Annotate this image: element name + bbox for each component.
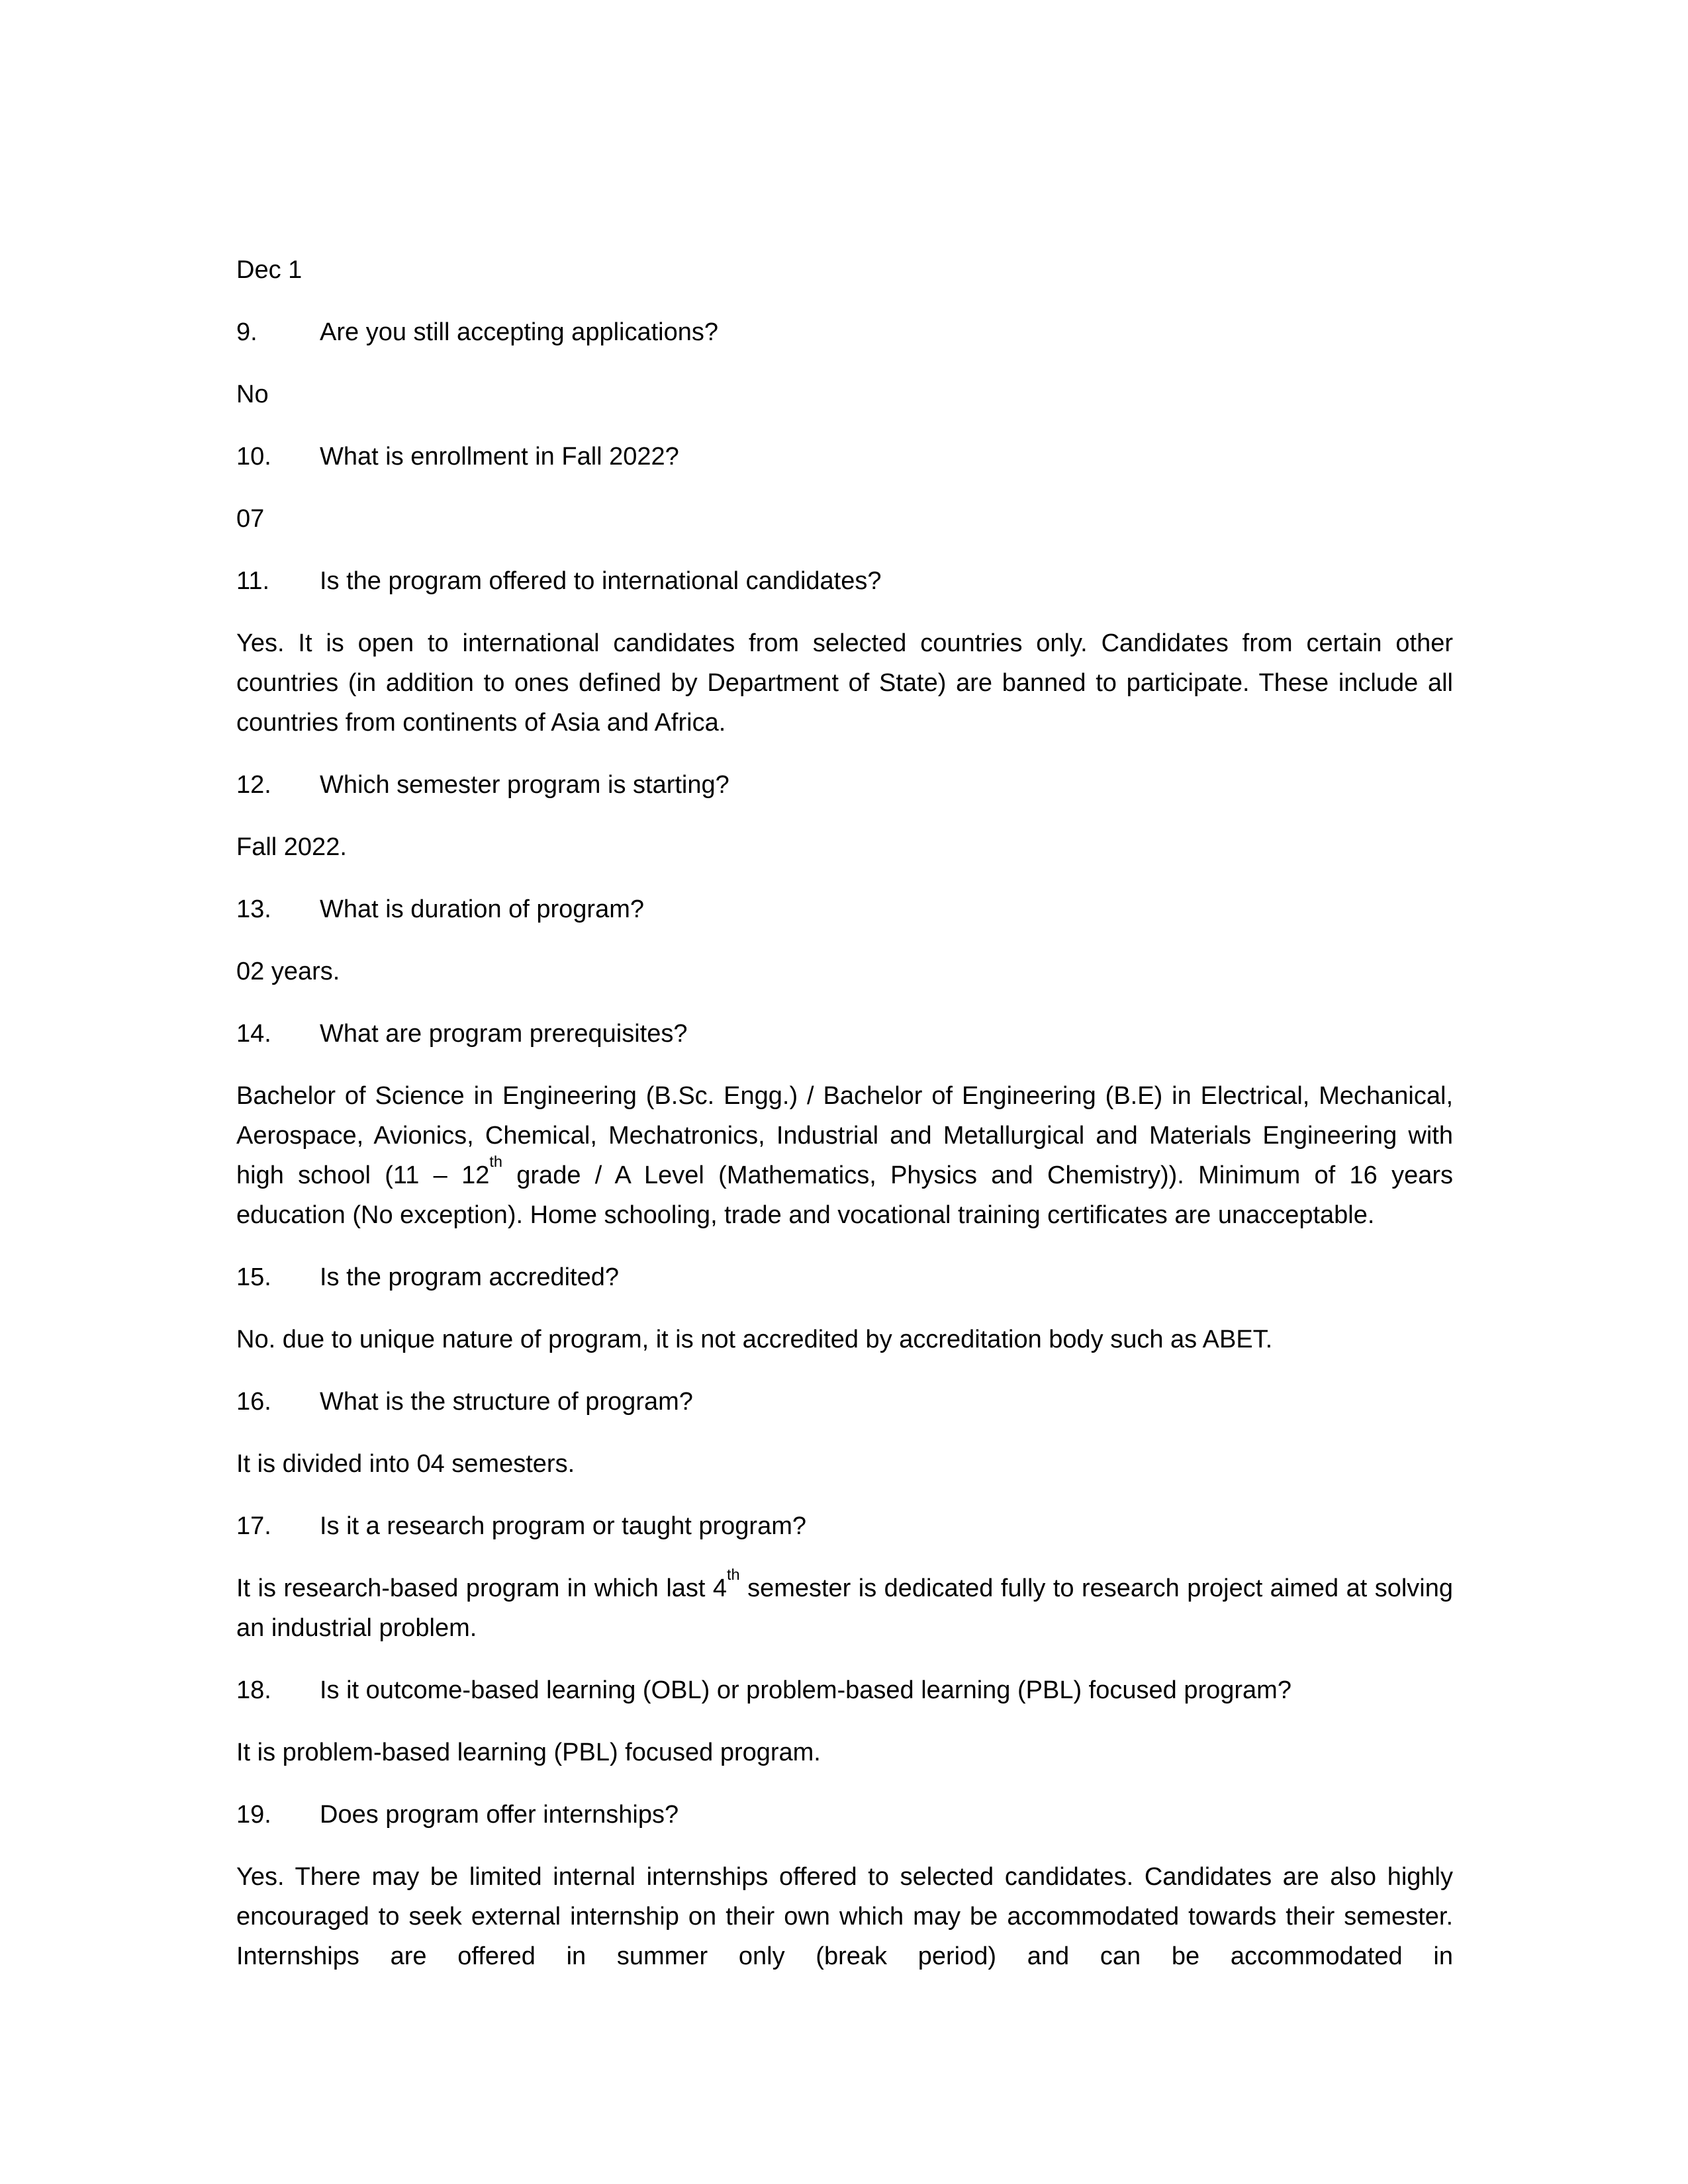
answer-paragraph [236,1565,1453,1648]
question-item [236,1382,1453,1422]
answer-paragraph [236,952,1453,991]
superscript-text: th [727,1565,740,1583]
text-segment: semester is dedicated fully to research project aimed at solving an industrial problem. [236,1574,1453,1642]
answer-paragraph [236,623,1453,743]
text-segment: Is the program accredited? [320,1263,620,1291]
question-text [320,1795,1453,1835]
text-segment: Is it a research program or taught program? [320,1512,807,1540]
answer-paragraph [236,1320,1453,1359]
text-segment: Is it outcome-based learning (OBL) or problem-based learning (PBL) focused program? [320,1676,1291,1704]
question-item [236,765,1453,805]
text-segment: What is the structure of program? [320,1388,693,1416]
question-number: 14. [236,1020,271,1048]
text-segment: No [236,381,269,408]
text-segment: What is enrollment in Fall 2022? [320,443,679,471]
text-segment: Yes. It is open to international candidates from selected countries only. Candidates from certain other countries (in addition to ones defined by Department of State) are banned to participate. These include all countries from continents of Asia and Africa. [236,629,1453,737]
text-segment: No. due to unique nature of program, it is not accredited by accreditation body such as ABET. [236,1326,1273,1353]
text-segment: Fall 2022. [236,833,347,861]
question-text [320,765,1453,805]
question-number: 18. [236,1676,271,1704]
answer-paragraph [236,1857,1453,1976]
text-segment: Bachelor of Science in Engineering (B.Sc. Engg.) / Bachelor of Engineering (B.E) in Electrical, Mechanical, Aerospace, Avionics, Chemical, Mechatronics, Industrial and Metallurgical and Materials Engineering with high school (11 – 12 [236,1082,1453,1189]
question-item [236,1506,1453,1546]
text-segment: 07 [236,505,265,533]
question-text [320,1014,1453,1054]
question-text [320,1257,1453,1297]
question-item [236,1670,1453,1710]
text-segment: Yes. There may be limited internal internships offered to selected candidates. Candidates are also highly encouraged to seek external internship on their own which may be accommodated towards their semester. Internships are offered in summer only (break period) and can be accommodated in [236,1863,1453,1970]
question-number: 19. [236,1801,271,1829]
question-number: 11. [236,567,270,595]
answer-paragraph [236,1444,1453,1484]
text-segment: grade / A Level (Mathematics, Physics and Chemistry)). Minimum of 16 years education (No exception). Home schooling, trade and vocational training certificates are unacceptable. [236,1161,1453,1229]
question-text [320,889,1453,929]
question-text [320,1382,1453,1422]
answer-paragraph [236,1076,1453,1235]
question-item [236,312,1453,352]
answer-paragraph [236,1733,1453,1772]
question-text [320,1506,1453,1546]
question-number: 9. [236,318,258,346]
text-segment: Are you still accepting applications? [320,318,719,346]
date-label [236,250,1453,290]
question-number: 17. [236,1512,271,1540]
question-item [236,1795,1453,1835]
text-segment: What are program prerequisites? [320,1020,688,1048]
text-segment: What is duration of program? [320,895,645,923]
question-item [236,1257,1453,1297]
question-number: 16. [236,1388,271,1416]
text-segment: It is research-based program in which last 4 [236,1574,727,1602]
question-item [236,1014,1453,1054]
text-segment: It is divided into 04 semesters. [236,1450,575,1478]
superscript-text: th [489,1152,502,1170]
text-segment: It is problem-based learning (PBL) focused program. [236,1739,821,1766]
answer-paragraph [236,499,1453,539]
question-text [320,561,1453,601]
question-number: 12. [236,771,271,799]
question-item [236,889,1453,929]
question-text [320,312,1453,352]
question-item [236,437,1453,477]
question-number: 13. [236,895,271,923]
question-number: 10. [236,443,271,471]
question-text [320,437,1453,477]
text-segment: 02 years. [236,958,340,985]
text-segment: Dec 1 [236,256,303,284]
text-segment: Which semester program is starting? [320,771,729,799]
answer-paragraph [236,375,1453,414]
answer-paragraph [236,827,1453,867]
question-item [236,561,1453,601]
text-segment: Is the program offered to international candidates? [320,567,882,595]
question-number: 15. [236,1263,271,1291]
question-text [320,1670,1453,1710]
text-segment: Does program offer internships? [320,1801,679,1829]
